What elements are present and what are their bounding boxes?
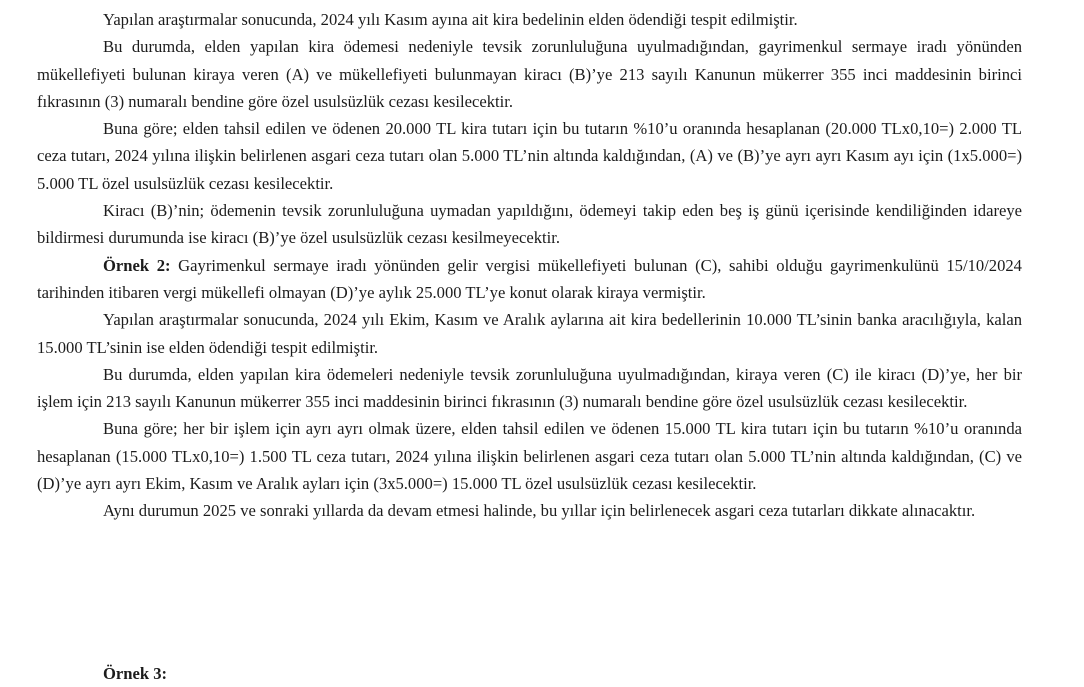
paragraph-9	[37, 497, 1022, 524]
paragraph-5-text: Gayrimenkul sermaye iradı yönünden gelir vergisi mükellefiyeti bulunan (C), sahibi olduğu gayrimenkulünü 15/10/2024 tarihinden itibaren vergi mükellefi olmayan (D)’ye aylık 25.000 TL’ye konut olarak kiraya vermiştir.	[37, 255, 1022, 302]
paragraph-8-text: Buna göre; her bir işlem için ayrı ayrı olmak üzere, elden tahsil edilen ve ödenen 15.000 TL kira tutarı için bu tutarın %10’u oranında hesaplanan (15.000 TLx0,10=) 1.500 TL ceza tutarı, 2024 yılına ilişkin belirlenen asgari ceza tutarı olan 5.000 TL’nin altında kaldığından, (C) ve (D)’ye ayrı ayrı Ekim, Kasım ve Aralık ayları için (3x5.000=) 15.000 TL özel usulsüzlük cezası kesilecektir.	[37, 419, 1022, 494]
cut-off-heading: Örnek 3:	[103, 664, 168, 683]
document-body	[37, 6, 1022, 525]
paragraph-2	[37, 33, 1022, 115]
paragraph-7-text: Bu durumda, elden yapılan kira ödemeleri nedeniyle tevsik zorunluluğuna uyulmadığından, kiraya veren (C) ile kiracı (D)’ye, her bir işlem için 213 sayılı Kanunun mükerrer 355 inci maddesinin birinci fıkrasının (3) numaralı bendine göre özel usulsüzlük cezası kesilecektir.	[37, 364, 1022, 412]
example-2-heading: Örnek 2:	[103, 255, 171, 275]
paragraph-2-text: Bu durumda, elden yapılan kira ödemesi nedeniyle tevsik zorunluluğuna uyulmadığından, gayrimenkul sermaye iradı yönünden mükellefiyeti bulunan kiraya veren (A) ve mükellefiyeti bulunmayan kiracı (B)’ye 213 sayılı Kanunun mükerrer 355 inci maddesinin birinci fıkrasının (3) numaralı bendine göre özel usulsüzlük cezası kesilecektir.	[37, 37, 1022, 111]
paragraph-4	[37, 197, 1022, 252]
paragraph-6-text: Yapılan araştırmalar sonucunda, 2024 yılı Ekim, Kasım ve Aralık aylarına ait kira bedellerinin 10.000 TL’sinin banka aracılığıyla, kalan 15.000 TL’sinin ise elden ödendiği tespit edilmiştir.	[37, 310, 1022, 357]
paragraph-example-2	[37, 252, 1022, 307]
paragraph-4-text: Kiracı (B)’nin; ödemenin tevsik zorunluluğuna uymadan yapıldığını, ödemeyi takip eden beş iş günü içerisinde kendiliğinden idareye bildirmesi durumunda ise kiracı (B)’ye özel usulsüzlük cezası kesilmeyecektir.	[37, 201, 1022, 248]
paragraph-6	[37, 306, 1022, 361]
paragraph-7	[37, 361, 1022, 416]
paragraph-3	[37, 115, 1022, 197]
paragraph-1-text: Yapılan araştırmalar sonucunda, 2024 yılı Kasım ayına ait kira bedelinin elden ödendiği tespit edilmiştir.	[103, 10, 798, 29]
paragraph-9-text: Aynı durumun 2025 ve sonraki yıllarda da devam etmesi halinde, bu yıllar için belirlenecek asgari ceza tutarları dikkate alınacaktır.	[103, 501, 976, 521]
paragraph-1	[37, 6, 1022, 33]
paragraph-3-text: Buna göre; elden tahsil edilen ve ödenen 20.000 TL kira tutarı için bu tutarın %10’u oranında hesaplanan (20.000 TLx0,10=) 2.000 TL ceza tutarı, 2024 yılına ilişkin belirlenen asgari ceza tutarı olan 5.000 TL’nin altında kaldığından, (A) ve (B)’ye ayrı ayrı Kasım ayı için (1x5.000=) 5.000 TL özel usulsüzlük cezası kesilecektir.	[37, 119, 1022, 193]
paragraph-8	[37, 415, 1022, 497]
